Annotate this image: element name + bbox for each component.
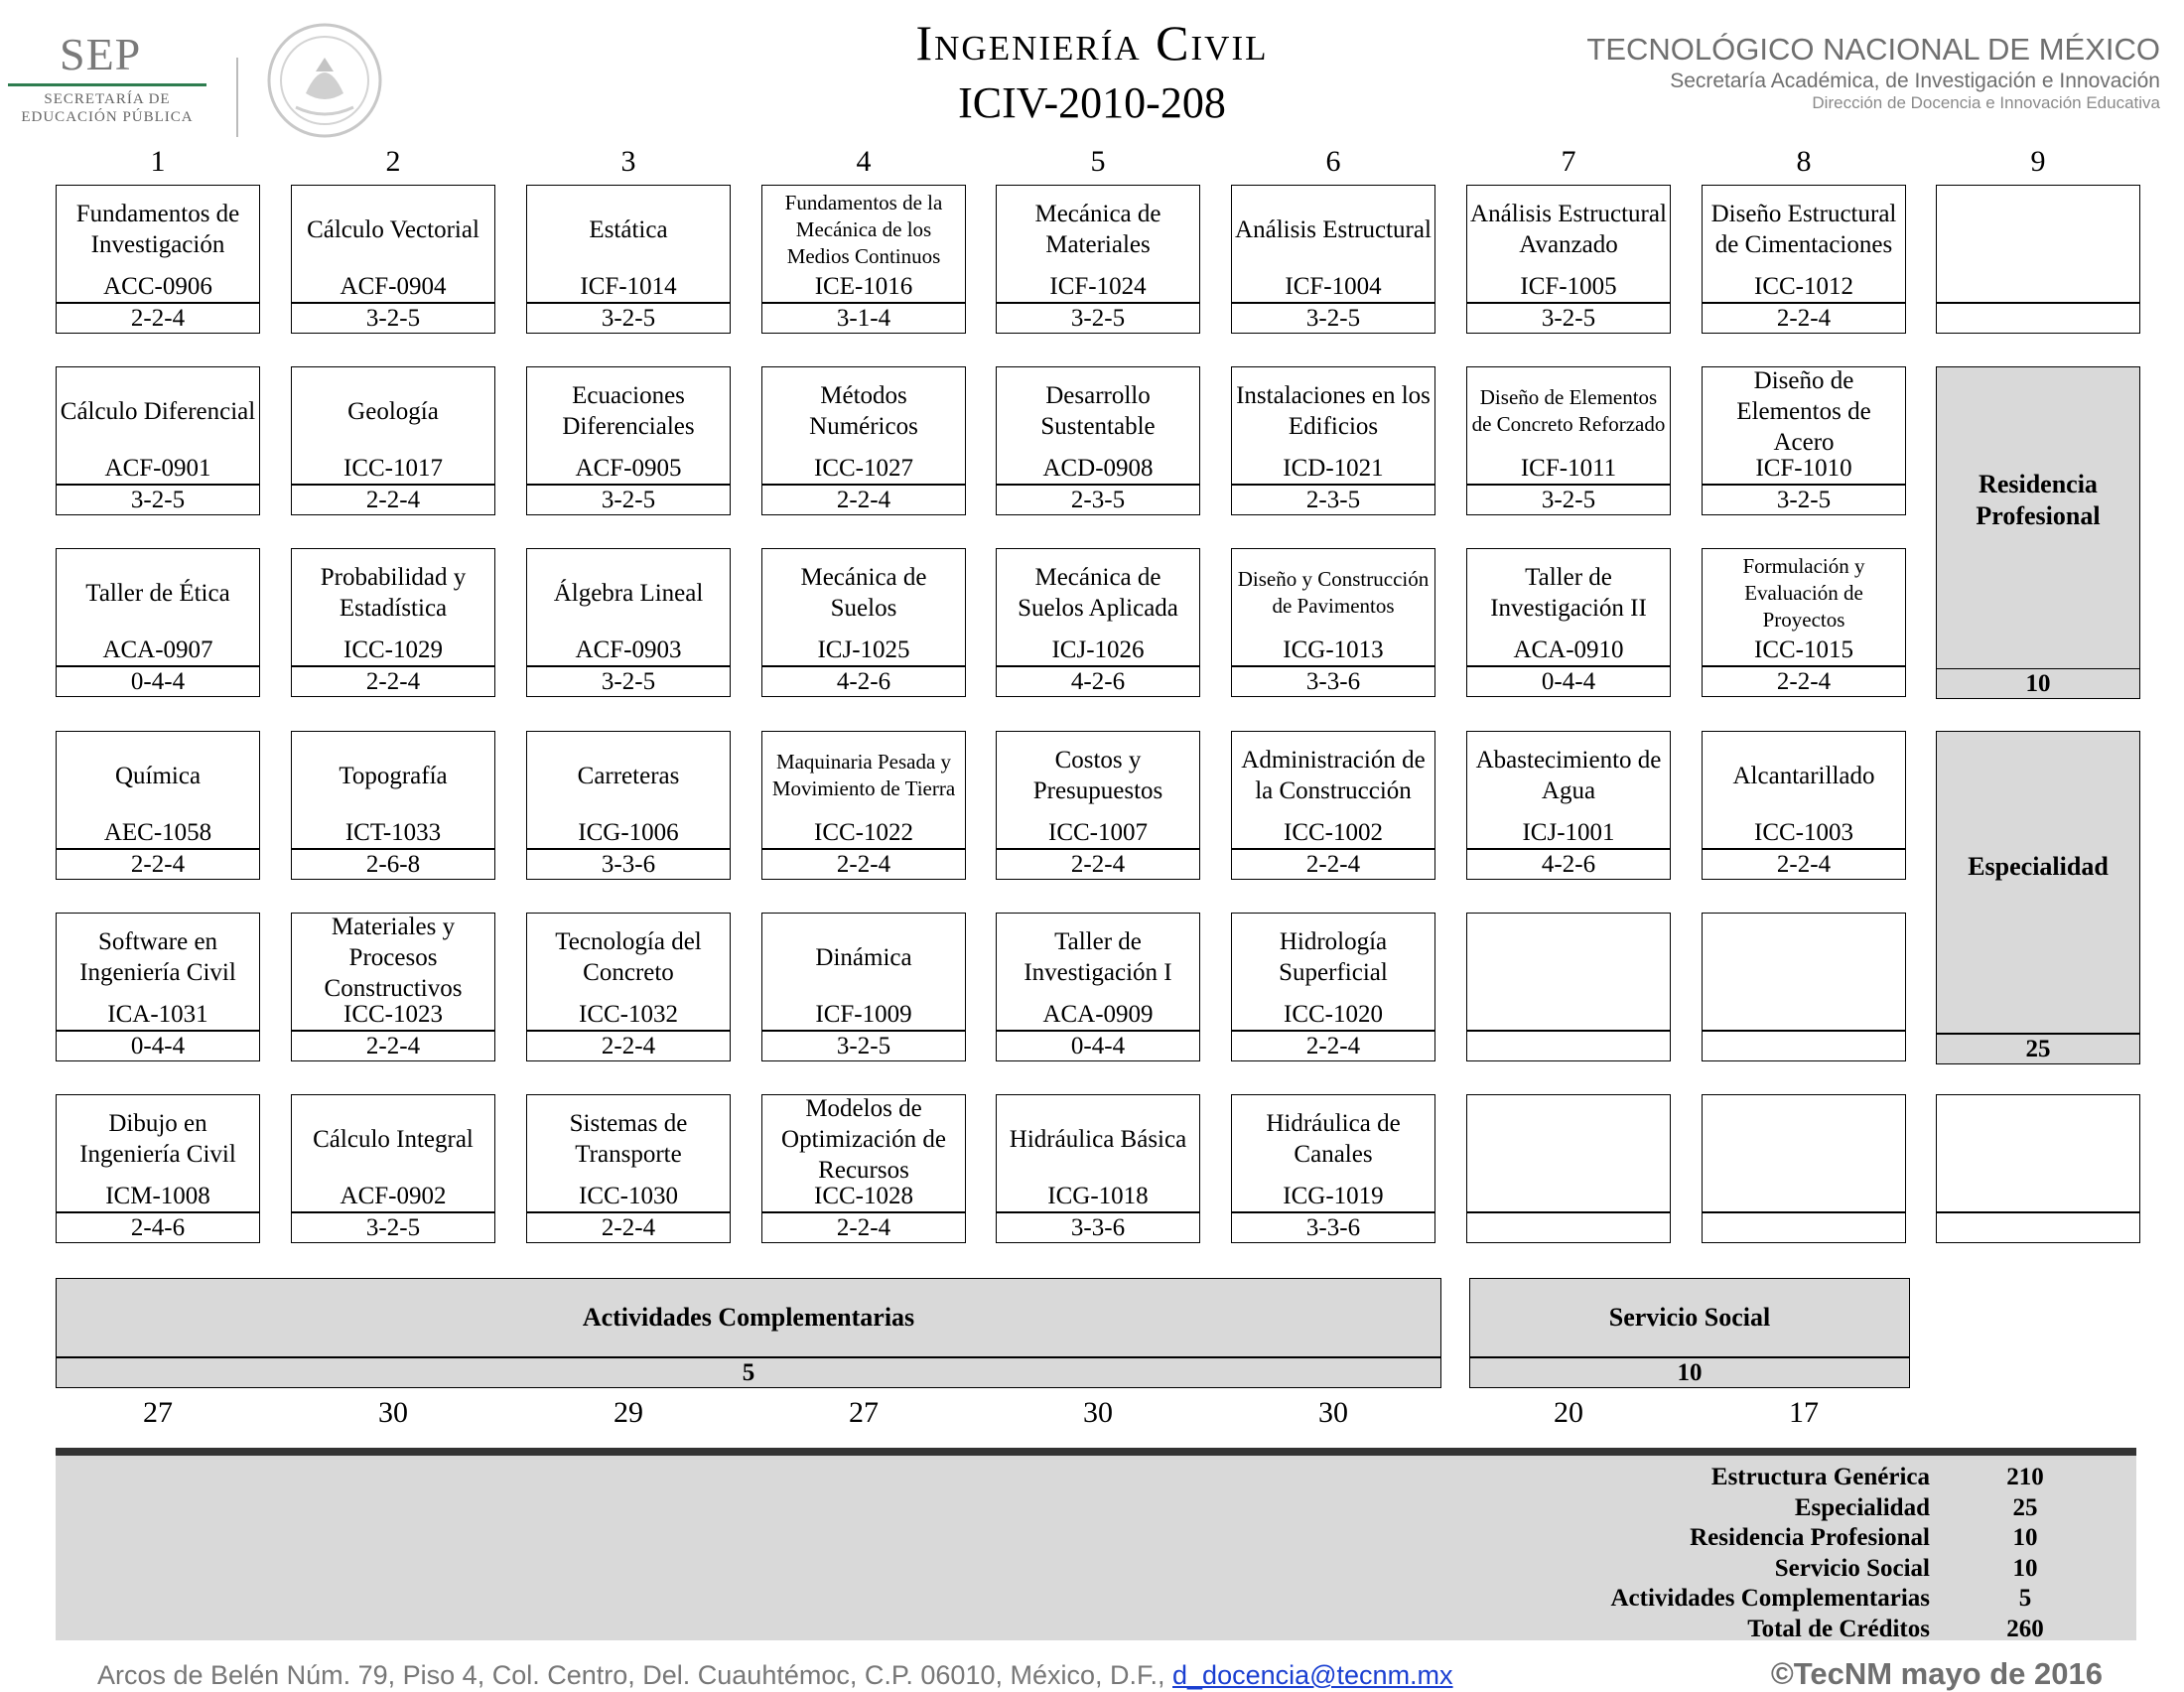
semester-credit-total: 20 [1554,1396,1583,1429]
course-code: ICG-1013 [1283,636,1384,663]
summary-value: 10 [2012,1524,2038,1551]
course-code: ICC-1030 [579,1183,678,1209]
course-box [291,185,495,332]
course-credits: 3-2-5 [836,1033,891,1059]
course-name: Taller de Investigación I [1024,928,1172,986]
course-box [56,185,260,332]
course-name: Taller de Ética [85,579,230,607]
course-code: ICC-1023 [343,1001,443,1028]
course-name: Métodos Numéricos [809,382,918,440]
course-name [1940,1094,2136,1184]
course-name: Desarrollo Sustentable [1040,382,1156,440]
course-code: ICC-1022 [814,819,913,846]
empty-course-box [1702,913,1906,1059]
course-credits: 2-2-4 [601,1214,656,1241]
summary-label: Estructura Genérica [1710,1464,1930,1490]
course-credits: 3-3-6 [1070,1214,1126,1241]
course-credits: 3-2-5 [1776,487,1832,513]
course-code: ICC-1003 [1754,819,1853,846]
course-name: Carreteras [577,762,680,789]
course-credits: 2-6-8 [365,851,421,878]
course-code: ICC-1020 [1284,1001,1383,1028]
course-box [291,731,495,878]
course-name: Probabilidad y Estadística [320,564,467,622]
course-name: Álgebra Lineal [553,579,704,607]
course-code: ACC-0906 [103,273,212,300]
especialidad-block [1936,731,2140,1034]
course-credits: 2-2-4 [365,1033,421,1059]
course-box [1702,548,1906,695]
credits-frame [1466,1031,1671,1061]
course-box [526,548,731,695]
credits-frame [1936,1212,2140,1243]
empty-course-box [1466,1094,1671,1241]
summary-label: Actividades Complementarias [1610,1585,1930,1612]
summary-label: Residencia Profesional [1690,1524,1930,1551]
semester-number: 4 [856,145,872,178]
course-credits: 2-2-4 [1776,305,1832,332]
course-code: ICE-1016 [814,273,913,300]
course-box [996,366,1200,513]
course-box [56,1094,260,1241]
course-name: Estática [589,215,668,243]
course-credits: 2-2-4 [130,305,186,332]
credits-frame [1466,1212,1671,1243]
course-box [761,913,966,1059]
course-name: Modelos de Optimización de Recursos [781,1094,946,1184]
course-code: ACF-0904 [340,273,447,300]
servicio-label: Servicio Social [1608,1303,1771,1332]
course-code: ACF-0902 [340,1183,447,1209]
summary-label: Total de Créditos [1747,1615,1930,1642]
course-credits: 2-2-4 [1776,851,1832,878]
course-code: AEC-1058 [103,819,212,846]
course-code: ICF-1014 [580,273,677,300]
course-code: ICC-1015 [1754,636,1853,663]
course-code: ICF-1004 [1285,273,1382,300]
course-name: Diseño de Elementos de Acero [1736,366,1871,456]
course-credits: 4-2-6 [836,668,891,695]
course-credits: 3-2-5 [365,1214,421,1241]
course-box [526,1094,731,1241]
institution-name: TECNOLÓGICO NACIONAL DE MÉXICO [1586,32,2160,67]
course-credits: 2-2-4 [836,487,891,513]
course-name: Tecnología del Concreto [555,928,702,986]
course-code: ACF-0903 [575,636,682,663]
empty-course-box [1936,1094,2140,1241]
course-name: Diseño Estructural de Cimentaciones [1710,201,1897,258]
course-box [761,185,966,332]
residencia-credits: 10 [1936,668,2140,699]
summary-value: 5 [2018,1585,2032,1612]
course-box [1702,366,1906,513]
copyright: ©TecNM mayo de 2016 [1770,1656,2103,1691]
course-name: Materiales y Procesos Constructivos [324,913,463,1002]
course-code: ICC-1002 [1284,819,1383,846]
credits-frame [1702,1031,1906,1061]
course-credits: 2-2-4 [365,668,421,695]
course-name: Instalaciones en los Edificios [1236,382,1431,440]
course-box [291,913,495,1059]
course-name: Dibujo en Ingeniería Civil [79,1110,236,1168]
course-name: Abastecimiento de Agua [1475,747,1662,804]
course-credits: 3-2-5 [1541,487,1596,513]
course-name: Química [114,762,202,789]
summary-value: 210 [2006,1464,2044,1490]
course-name: Software en Ingeniería Civil [79,928,236,986]
semester-credit-total: 30 [1083,1396,1113,1429]
course-credits: 3-2-5 [130,487,186,513]
logo-divider [236,58,238,137]
course-code: ICF-1010 [1755,455,1852,482]
course-credits: 3-3-6 [1305,668,1361,695]
course-code: ICF-1011 [1520,455,1617,482]
actividades-credits: 5 [56,1357,1441,1388]
course-box [1466,548,1671,695]
sep-logo-subtitle-2: EDUCACIÓN PÚBLICA [21,109,194,125]
course-name: Diseño y Construcción de Pavimentos [1237,567,1430,618]
course-name [1940,185,2136,274]
course-code: ICC-1027 [814,455,913,482]
semester-number: 3 [620,145,636,178]
course-name: Dinámica [815,943,912,971]
course-name: Mecánica de Suelos [800,564,927,622]
course-box [291,366,495,513]
course-box [996,913,1200,1059]
especialidad-label: Especialidad [1968,852,2109,881]
course-name: Sistemas de Transporte [569,1110,688,1168]
course-code: ICG-1019 [1283,1183,1384,1209]
course-credits: 2-2-4 [1070,851,1126,878]
course-code: ICF-1005 [1520,273,1617,300]
course-credits: 3-2-5 [601,305,656,332]
course-credits: 2-4-6 [130,1214,186,1241]
course-credits: 3-1-4 [836,305,891,332]
summary-value: 260 [2006,1615,2044,1642]
course-box [56,731,260,878]
course-name: Maquinaria Pesada y Movimiento de Tierra [771,750,956,800]
course-credits: 0-4-4 [1541,668,1596,695]
course-name: Análisis Estructural Avanzado [1470,201,1667,258]
semester-credit-total: 27 [143,1396,173,1429]
course-code: ACD-0908 [1042,455,1154,482]
national-seal-icon [266,22,383,139]
summary-value: 10 [2012,1554,2038,1582]
course-name [1470,1094,1667,1184]
course-credits: 2-2-4 [601,1033,656,1059]
course-code: ACA-0907 [102,636,213,663]
course-credits: 3-2-5 [1305,305,1361,332]
course-name: Administración de la Construcción [1241,747,1426,804]
empty-course-box [1702,1094,1906,1241]
semester-credit-total: 29 [614,1396,643,1429]
direccion-name: Dirección de Docencia e Innovación Educativa [1812,93,2160,112]
course-name [1470,913,1667,1002]
empty-course-box [1936,185,2140,332]
course-code: ICT-1033 [344,819,442,846]
footer-address [97,1660,1453,1691]
course-name: Análisis Estructural [1235,215,1432,243]
especialidad-credits: 25 [1936,1034,2140,1064]
semester-number: 1 [150,145,166,178]
plan-code: ICIV-2010-208 [958,78,1226,127]
course-credits: 2-2-4 [130,851,186,878]
empty-course-box [1466,913,1671,1059]
course-box [1702,731,1906,878]
course-credits: 4-2-6 [1070,668,1126,695]
course-box [56,913,260,1059]
course-credits: 2-2-4 [836,1214,891,1241]
course-box [761,548,966,695]
course-code: ICJ-1025 [817,636,910,663]
semester-credit-total: 17 [1789,1396,1819,1429]
course-box [1231,185,1435,332]
course-code: ICC-1017 [343,455,443,482]
course-box [526,731,731,878]
semester-number: 5 [1090,145,1106,178]
address-text: Arcos de Belén Núm. 79, Piso 4, Col. Centro, Del. Cuauhtémoc, C.P. 06010, México, D.F., [97,1660,1173,1690]
course-box [1231,548,1435,695]
course-code: ICM-1008 [105,1183,210,1209]
course-box [761,1094,966,1241]
course-credits: 2-2-4 [1305,851,1361,878]
course-box [1466,185,1671,332]
course-name: Formulación y Evaluación de Proyectos [1742,553,1865,632]
course-credits: 3-2-5 [601,668,656,695]
sep-logo-subtitle-1: SECRETARÍA DE [44,91,171,107]
course-box [996,548,1200,695]
summary-label: Servicio Social [1774,1554,1930,1582]
course-box [996,731,1200,878]
course-name: Taller de Investigación II [1490,564,1647,622]
course-credits: 3-2-5 [365,305,421,332]
course-name: Costos y Presupuestos [1032,747,1163,804]
course-name [1706,913,1902,1002]
course-name: Cálculo Vectorial [307,215,479,243]
course-box [526,366,731,513]
summary-value: 25 [2012,1493,2038,1521]
course-box [761,731,966,878]
semester-number: 8 [1796,145,1812,178]
summary-label: Especialidad [1794,1493,1930,1521]
servicio-credits: 10 [1469,1357,1910,1388]
course-code: ICG-1006 [578,819,679,846]
semester-number: 6 [1325,145,1341,178]
course-credits: 2-3-5 [1305,487,1361,513]
course-code: ICA-1031 [107,1001,208,1028]
semester-number: 2 [385,145,401,178]
course-credits: 3-2-5 [1541,305,1596,332]
semester-number: 7 [1561,145,1576,178]
course-code: ACA-0909 [1042,1001,1154,1028]
semester-credit-total: 27 [849,1396,879,1429]
course-box [1702,185,1906,332]
course-credits: 3-3-6 [1305,1214,1361,1241]
course-code: ICG-1018 [1047,1183,1149,1209]
course-name: Diseño de Elementos de Concreto Reforzado [1471,385,1666,436]
credits-frame [1702,1212,1906,1243]
course-credits: 2-2-4 [365,487,421,513]
course-box [996,1094,1200,1241]
course-box [291,1094,495,1241]
residencia-label: Residencia Profesional [1976,470,2101,530]
course-code: ICF-1024 [1049,273,1147,300]
course-name: Mecánica de Suelos Aplicada [1018,564,1178,622]
course-box [1231,913,1435,1059]
course-box [526,913,731,1059]
course-credits: 2-3-5 [1070,487,1126,513]
course-code: ICC-1028 [814,1183,913,1209]
course-code: ACA-0910 [1513,636,1624,663]
course-box [56,366,260,513]
course-code: ICJ-1001 [1522,819,1615,846]
course-credits: 2-2-4 [1776,668,1832,695]
semester-number: 9 [2030,145,2046,178]
sep-logo-word: SEP [60,29,142,79]
course-name [1706,1094,1902,1184]
course-name: Mecánica de Materiales [1034,201,1161,258]
course-box [1231,1094,1435,1241]
course-name: Cálculo Integral [313,1125,474,1153]
course-name: Topografía [339,762,448,789]
course-credits: 2-2-4 [1305,1033,1361,1059]
course-name: Ecuaciones Diferenciales [562,382,695,440]
course-credits: 3-3-6 [601,851,656,878]
course-name: Hidráulica Básica [1009,1125,1187,1153]
course-name: Geología [347,397,439,425]
course-code: ICC-1032 [579,1001,678,1028]
course-credits: 0-4-4 [1070,1033,1126,1059]
course-code: ICD-1021 [1283,455,1384,482]
course-box [761,366,966,513]
actividades-label: Actividades Complementarias [582,1303,915,1332]
secretaria-name: Secretaría Académica, de Investigación e Innovación [1670,70,2160,92]
credits-frame [1936,303,2140,334]
course-credits: 4-2-6 [1541,851,1596,878]
course-name: Cálculo Diferencial [60,397,256,425]
semester-credit-total: 30 [378,1396,408,1429]
course-box [1231,366,1435,513]
course-box [996,185,1200,332]
course-credits: 0-4-4 [130,1033,186,1059]
email-link[interactable]: d_docencia@tecnm.mx [1172,1660,1453,1690]
course-name: Fundamentos de Investigación [75,201,240,258]
course-box [1231,731,1435,878]
semester-credit-total: 30 [1318,1396,1348,1429]
course-credits: 3-2-5 [1070,305,1126,332]
course-name: Hidrología Superficial [1279,928,1388,986]
course-box [1466,366,1671,513]
course-name: Fundamentos de la Mecánica de los Medios Continuos [784,190,943,268]
program-title: Ingeniería Civil [915,15,1269,70]
course-box [526,185,731,332]
course-credits: 0-4-4 [130,668,186,695]
course-code: ICF-1009 [815,1001,912,1028]
course-code: ICJ-1026 [1051,636,1145,663]
course-code: ICC-1012 [1754,273,1853,300]
course-code: ACF-0901 [104,455,211,482]
course-credits: 3-2-5 [601,487,656,513]
course-name: Hidráulica de Canales [1266,1110,1401,1168]
course-box [1466,731,1671,878]
course-box [291,548,495,695]
course-credits: 2-2-4 [836,851,891,878]
course-code: ICC-1007 [1048,819,1148,846]
course-box [56,548,260,695]
course-name: Alcantarillado [1732,762,1875,789]
course-code: ICC-1029 [343,636,443,663]
sep-logo-line [8,83,206,86]
course-code: ACF-0905 [575,455,682,482]
